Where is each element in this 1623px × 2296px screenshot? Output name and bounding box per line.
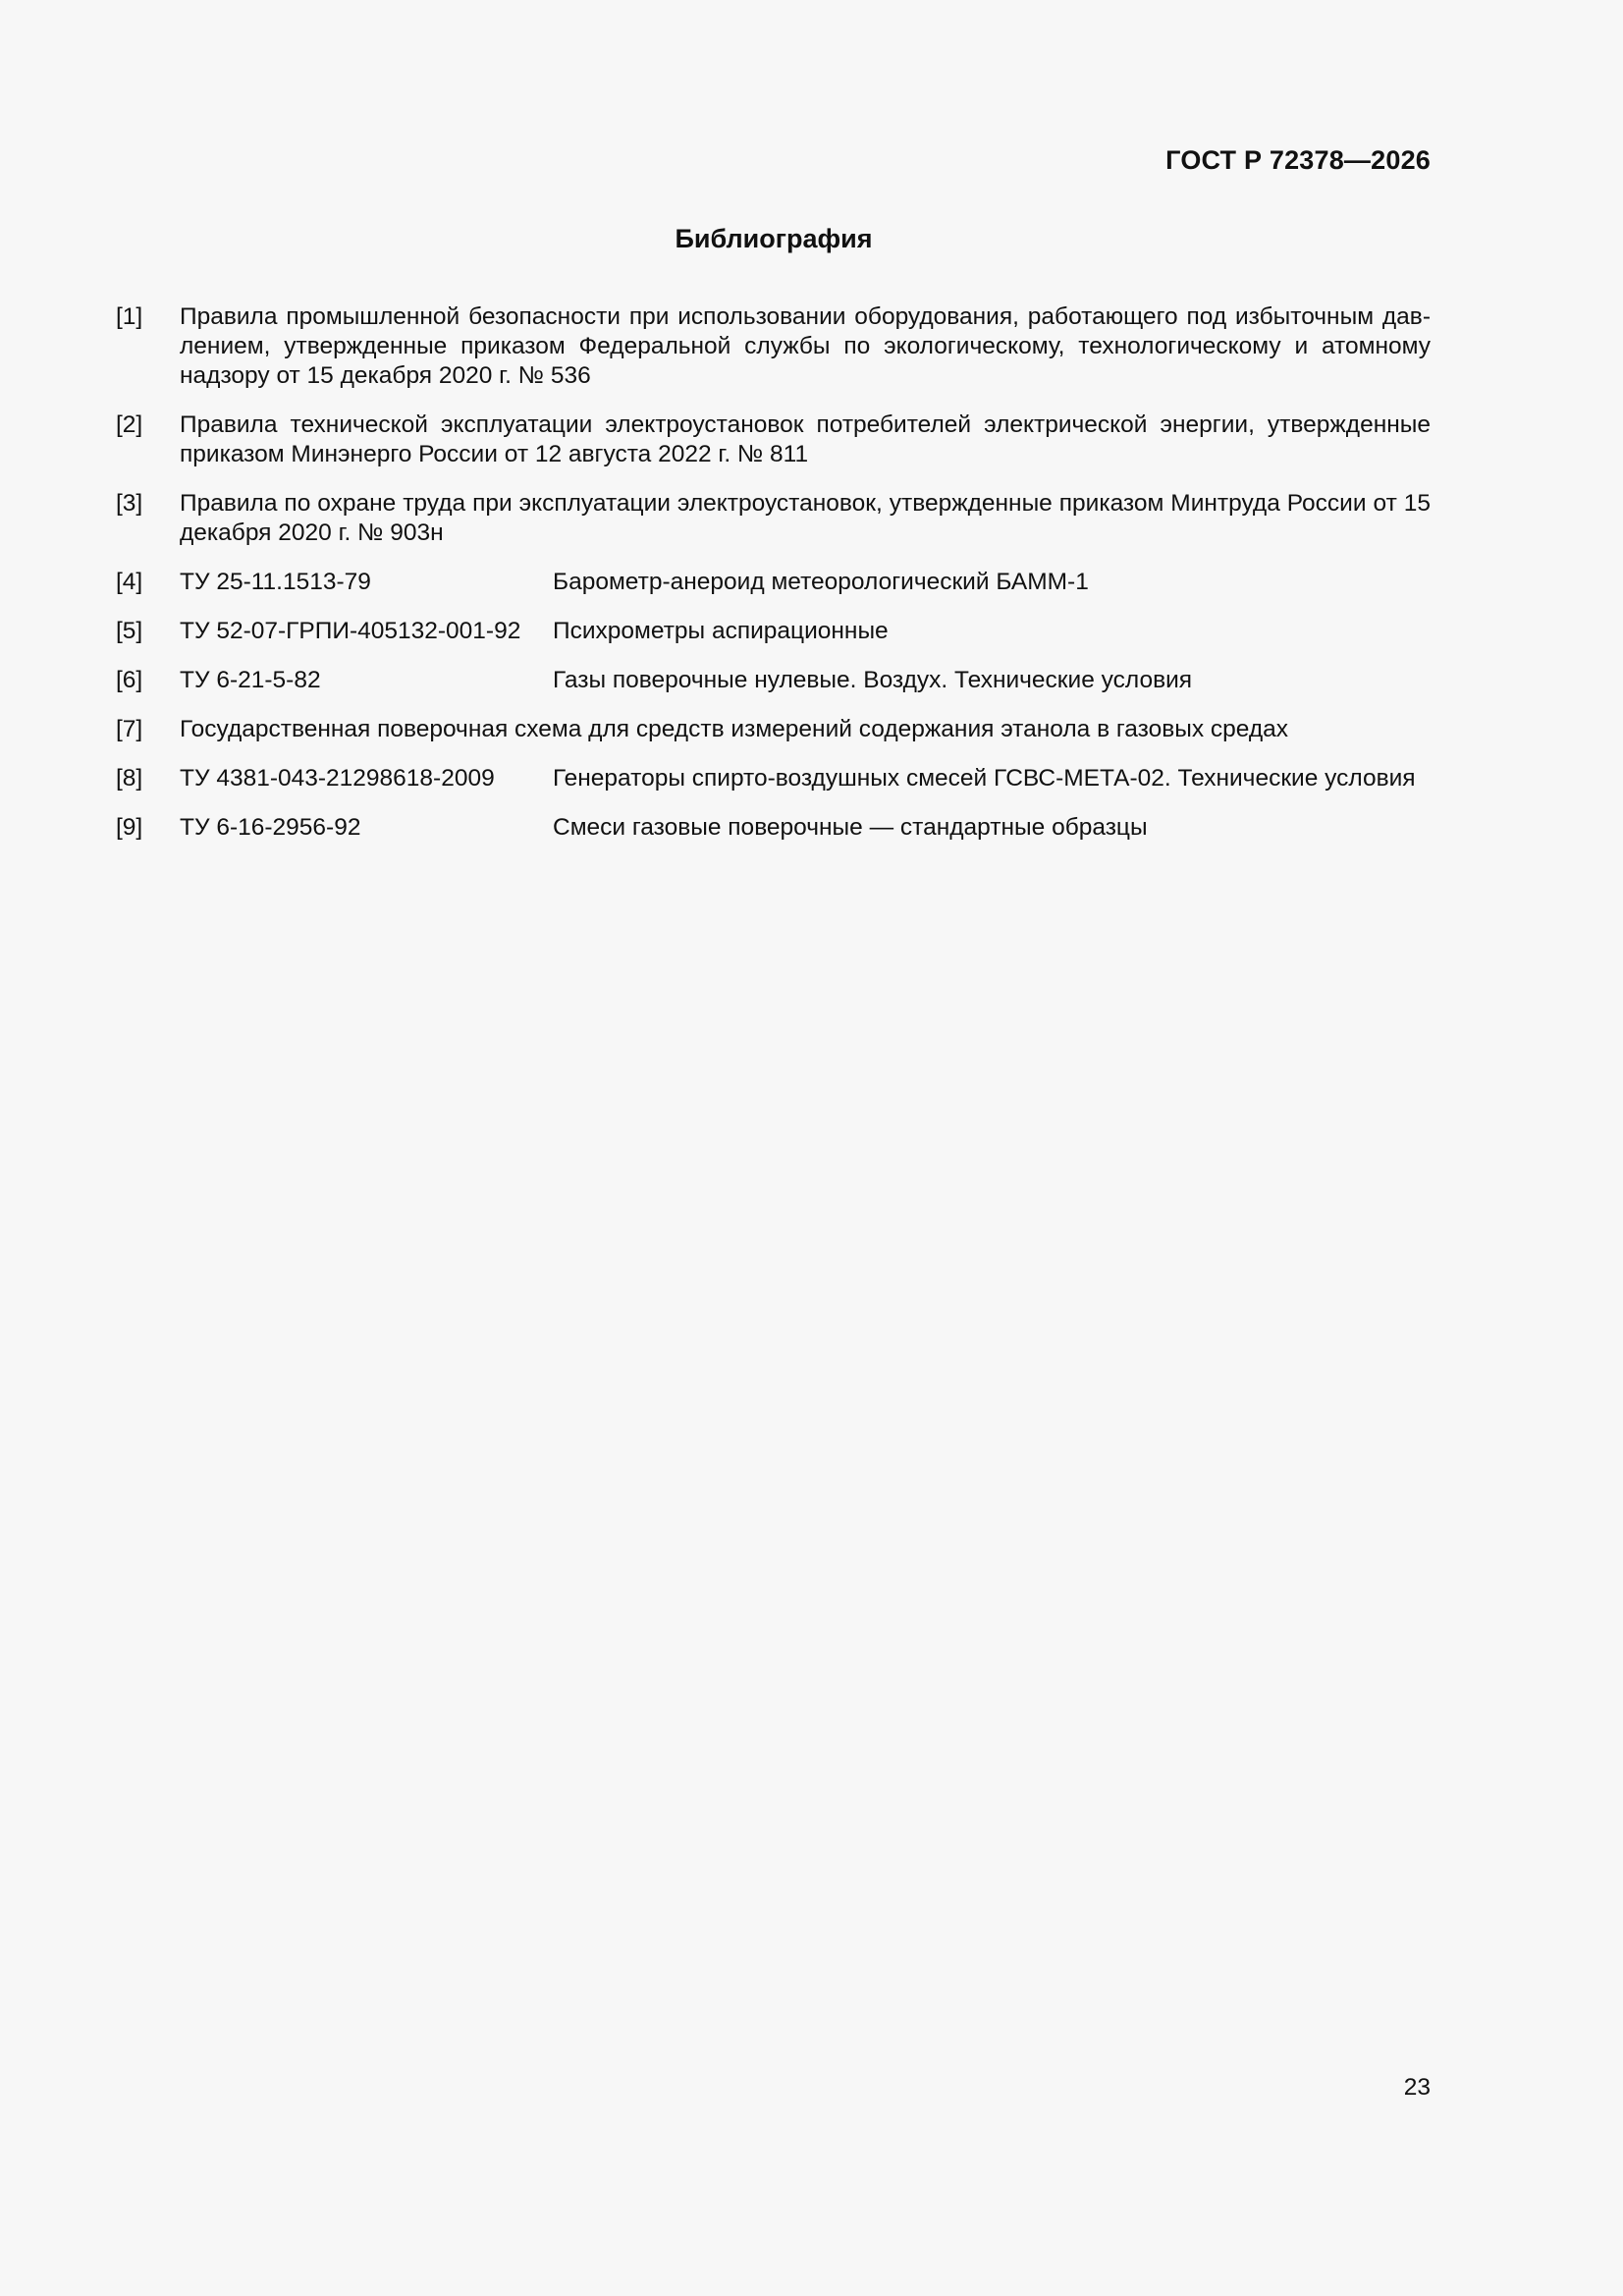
entry-title: Газы поверочные нулевые. Воздух. Технические условия [553, 667, 1193, 693]
entry-title: Генераторы спирто-воздушных смесей ГСВС-МЕТА-02. Технические условия [553, 765, 1416, 792]
entry-code: ТУ 4381-043-21298618-2009 [180, 765, 495, 792]
entry-text: Государственная поверочная схема для средств измерений содержания этанола в газовых средах [180, 716, 1289, 742]
bibliography-entry [116, 813, 1431, 843]
entry-title: Психрометры аспирационные [553, 618, 889, 644]
entry-title: Барометр-анероид метеорологический БАММ-1 [553, 569, 1089, 595]
entry-title: Смеси газовые поверочные — стандартные образцы [553, 814, 1148, 841]
bibliography-entry [116, 410, 1431, 469]
bibliography-entry [116, 568, 1431, 597]
entry-code: ТУ 6-21-5-82 [180, 667, 321, 693]
entry-text: Правила технической эксплуатации электроустановок потребителей электрической энергии, утвержденные приказом Минэнерго России от 12 августа 2022 г. № 811 [180, 411, 1431, 467]
entry-number: [6] [116, 667, 143, 693]
bibliography-entry [116, 666, 1431, 695]
bibliography-list [116, 302, 1431, 862]
entry-number: [3] [116, 490, 143, 517]
page-title: Библиография [675, 224, 873, 253]
entry-number: [7] [116, 716, 143, 742]
entry-number: [4] [116, 569, 143, 595]
bibliography-entry [116, 617, 1431, 646]
entry-code: ТУ 25-11.1513-79 [180, 569, 371, 595]
entry-number: [8] [116, 765, 143, 792]
bibliography-entry [116, 715, 1431, 744]
bibliography-entry [116, 764, 1431, 793]
entry-number: [9] [116, 814, 143, 841]
entry-code: ТУ 6-16-2956-92 [180, 814, 361, 841]
entry-code: ТУ 52-07-ГРПИ-405132-001-92 [180, 618, 521, 644]
entry-number: [1] [116, 303, 143, 330]
entry-number: [5] [116, 618, 143, 644]
entry-text: Правила промышленной безопасности при использовании оборудования, работающего под избыточным давлением, утвержденные приказом Федеральной службы по экологическому, технологическому и атомному надзору от 15 декабря 2020 г. № 536 [180, 303, 1431, 389]
page-number: 23 [1403, 2074, 1431, 2101]
bibliography-entry [116, 489, 1431, 548]
bibliography-entry [116, 302, 1431, 391]
entry-number: [2] [116, 411, 143, 438]
document-header: ГОСТ Р 72378—2026 [1165, 145, 1431, 175]
entry-text: Правила по охране труда при эксплуатации электроустановок, утвержденные приказом Минтруда России от 15 декабря 2020 г. № 903н [180, 490, 1431, 546]
